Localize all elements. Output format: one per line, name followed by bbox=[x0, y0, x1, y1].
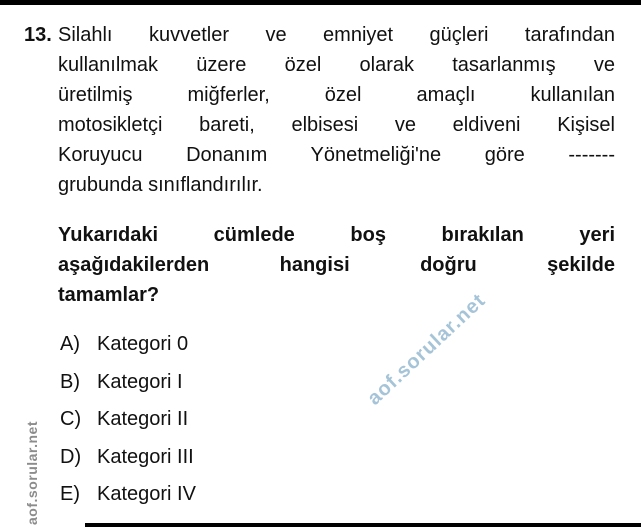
question-body-line: kullanılmak üzere özel olarak tasarlanmış ve bbox=[58, 54, 615, 76]
option-text: Kategori I bbox=[97, 370, 183, 393]
option-d bbox=[60, 446, 480, 468]
options-list bbox=[60, 333, 480, 521]
question-prompt-line: Yukarıdaki cümlede boş bırakılan yeri bbox=[58, 224, 615, 246]
question-prompt-line: aşağıdakilerden hangisi doğru şekilde bbox=[58, 254, 615, 276]
option-c bbox=[60, 408, 480, 430]
option-letter: C) bbox=[60, 408, 82, 430]
question-prompt bbox=[58, 220, 615, 310]
option-e bbox=[60, 483, 480, 505]
option-letter: A) bbox=[60, 333, 80, 355]
question-body-line: Silahlı kuvvetler ve emniyet güçleri tarafından bbox=[58, 24, 615, 46]
scan-edge-bottom-bar bbox=[85, 523, 641, 527]
option-text: Kategori II bbox=[97, 408, 189, 430]
option-letter: E) bbox=[60, 483, 80, 505]
option-text: Kategori III bbox=[97, 445, 194, 468]
option-text: Kategori IV bbox=[97, 483, 196, 505]
question-body-line: motosikletçi bareti, elbisesi ve eldiveni Kişisel bbox=[58, 114, 615, 136]
question-body-line: Koruyucu Donanım Yönetmeliği'ne göre ------- bbox=[58, 144, 615, 166]
question-body-line: üretilmiş miğferler, özel amaçlı kullanılan bbox=[58, 84, 615, 106]
scan-edge-top-bar bbox=[0, 0, 641, 5]
question-number: 13. bbox=[24, 24, 52, 46]
option-a bbox=[60, 333, 480, 355]
option-text: Kategori 0 bbox=[97, 333, 189, 355]
question-body bbox=[58, 20, 615, 200]
option-b bbox=[60, 371, 480, 393]
watermark-vertical: aof.sorular.net bbox=[24, 421, 40, 525]
option-letter: B) bbox=[60, 370, 80, 393]
watermark-diagonal: aof.sorular.net bbox=[363, 289, 491, 410]
option-letter: D) bbox=[60, 445, 82, 468]
question-prompt-line: tamamlar? bbox=[58, 284, 160, 306]
question-body-line: grubunda sınıflandırılır. bbox=[58, 174, 263, 196]
